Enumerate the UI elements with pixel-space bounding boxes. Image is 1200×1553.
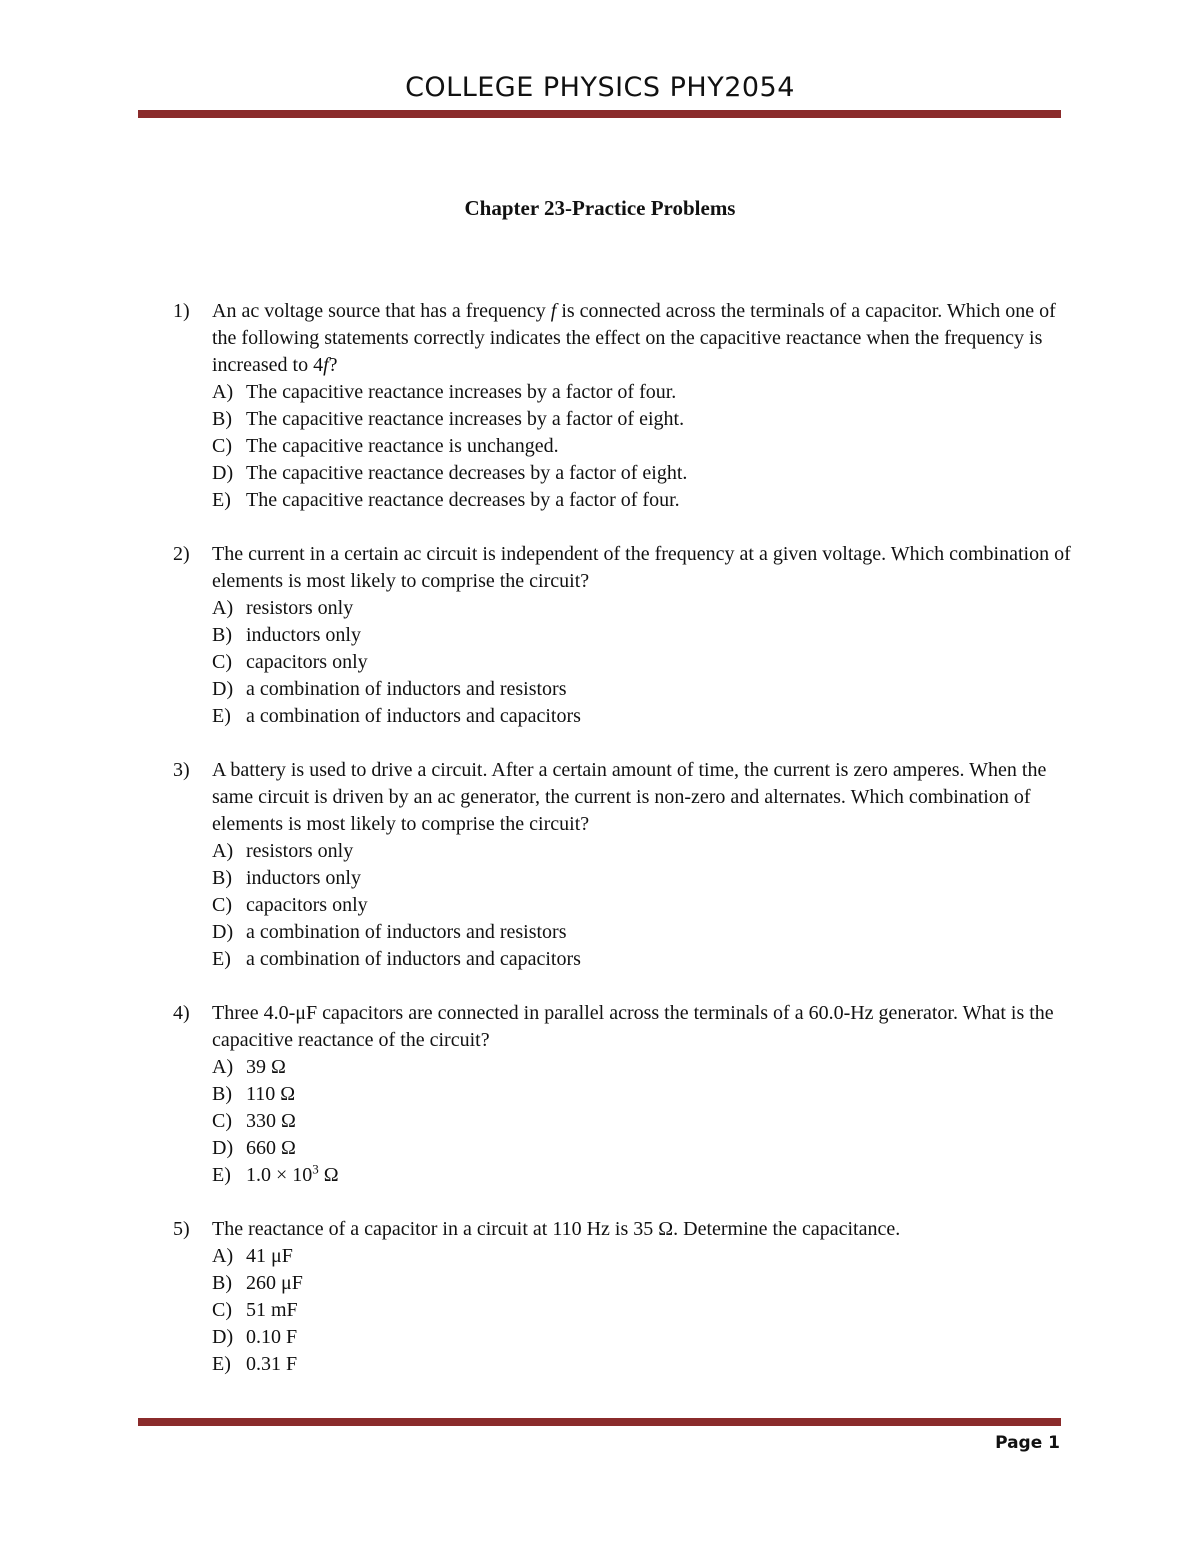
question-text: The current in a certain ac circuit is independent of the frequency at a given voltage. Which combination of elements is most likely to comprise the circuit?: [212, 543, 1071, 592]
question-text: The reactance of a capacitor in a circuit at 110 Hz is 35 Ω. Determine the capacitance.: [212, 1218, 901, 1240]
answer-options: [212, 1054, 1073, 1189]
answer-option: E) a combination of inductors and capacitors: [212, 948, 581, 970]
answer-option: D) 0.10 F: [212, 1326, 298, 1348]
answer-option: B) inductors only: [212, 624, 361, 646]
answer-option: B) inductors only: [212, 867, 361, 889]
answer-option: A) The capacitive reactance increases by a factor of four.: [212, 381, 677, 403]
document-title: Chapter 23-Practice Problems: [464, 196, 736, 220]
answer-option: E) The capacitive reactance decreases by a factor of four.: [212, 489, 680, 511]
question-text: Three 4.0-μF capacitors are connected in parallel across the terminals of a 60.0-Hz generator. What is the capacitive reactance of the circuit?: [212, 1002, 1054, 1051]
page-header-title: COLLEGE PHYSICS PHY2054: [405, 72, 795, 103]
answer-option: C) capacitors only: [212, 651, 368, 673]
answer-options: [212, 838, 1073, 973]
question-list: [173, 298, 1073, 1405]
answer-option: E) a combination of inductors and capacitors: [212, 705, 581, 727]
question-2: [173, 541, 1073, 730]
answer-option: C) 330 Ω: [212, 1110, 296, 1132]
answer-option: C) The capacitive reactance is unchanged.: [212, 435, 559, 457]
answer-option: C) 51 mF: [212, 1299, 298, 1321]
answer-option: B) The capacitive reactance increases by a factor of eight.: [212, 408, 685, 430]
answer-options: [212, 1243, 1073, 1378]
footer-rule: [138, 1418, 1061, 1426]
answer-option: E) $1.0 \times 10^3$ Ω: [212, 1161, 339, 1186]
answer-options: [212, 379, 1073, 514]
answer-option: D) a combination of inductors and resistors: [212, 921, 567, 943]
answer-option: A) resistors only: [212, 597, 354, 619]
question-number: 3): [173, 759, 190, 781]
question-number: 2): [173, 543, 190, 565]
question-5: [173, 1216, 1073, 1378]
answer-option: D) The capacitive reactance decreases by a factor of eight.: [212, 462, 688, 484]
answer-option: D) a combination of inductors and resistors: [212, 678, 567, 700]
answer-option: B) 110 Ω: [212, 1083, 296, 1105]
answer-options: [212, 595, 1073, 730]
question-1: [173, 298, 1073, 514]
answer-option: E) 0.31 F: [212, 1353, 298, 1375]
question-3: [173, 757, 1073, 973]
answer-option: A) resistors only: [212, 840, 354, 862]
header-rule: [138, 110, 1061, 118]
answer-option: A) 39 Ω: [212, 1056, 286, 1078]
answer-option: B) 260 μF: [212, 1272, 303, 1294]
question-number: 4): [173, 1002, 190, 1024]
answer-option: A) 41 μF: [212, 1245, 293, 1267]
answer-option: D) 660 Ω: [212, 1137, 296, 1159]
question-text: An ac voltage source that has a frequency f is connected across the terminals of a capacitor. Which one of the following statements correctly indicates the effect on the capacitive reactance when the frequency is increased to 4f?: [212, 300, 1056, 376]
question-text: A battery is used to drive a circuit. After a certain amount of time, the current is zero amperes. When the same circuit is driven by an ac generator, the current is non-zero and alternates. Which combination of elements is most likely to comprise the circuit?: [212, 759, 1047, 835]
question-number: 5): [173, 1218, 190, 1240]
question-4: [173, 1000, 1073, 1189]
answer-option: C) capacitors only: [212, 894, 368, 916]
question-number: 1): [173, 300, 190, 322]
page-number: Page 1: [995, 1433, 1060, 1453]
